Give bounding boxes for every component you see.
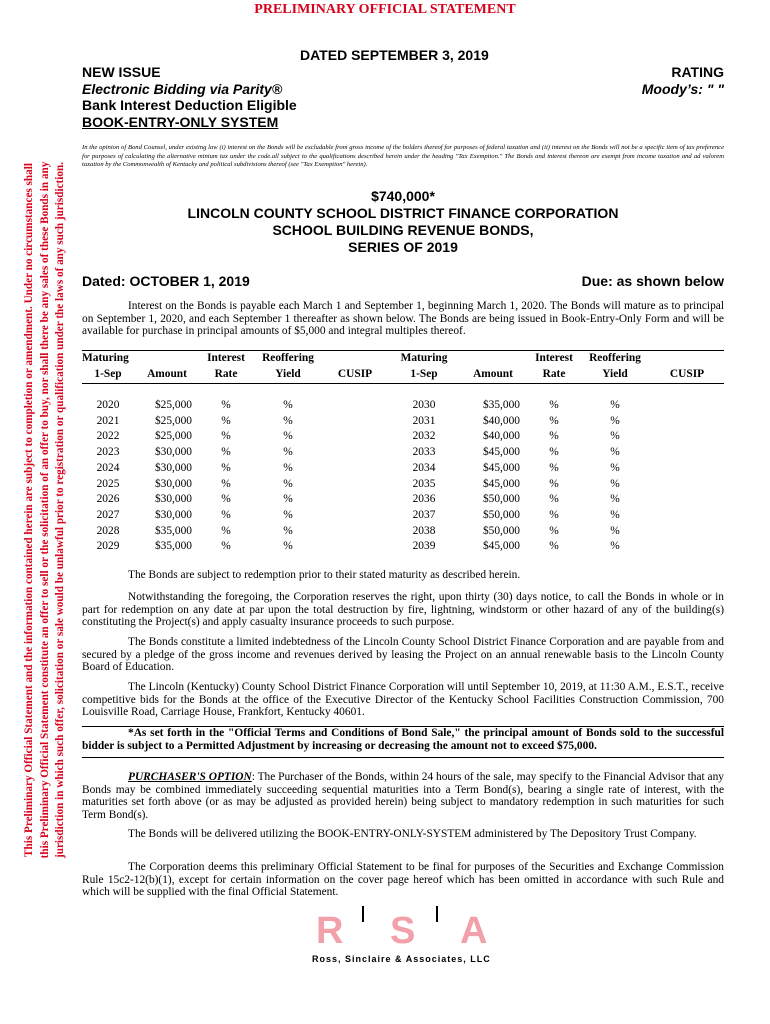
table-cell-year: 2032 — [412, 430, 436, 443]
table-cell-rate: % — [221, 414, 231, 427]
table-cell-yield: % — [610, 399, 620, 411]
table-cell-rate: % — [549, 493, 559, 506]
table-cell-year: 2028 — [96, 524, 120, 537]
due-text: Due: as shown below — [581, 273, 724, 289]
title-issuer: LINCOLN COUNTY SCHOOL DISTRICT FINANCE CORPORATION — [187, 205, 619, 221]
table-cell-rate: % — [221, 399, 231, 411]
table-cell-amount: $25,000 — [154, 399, 192, 411]
table-cell-rate: % — [221, 508, 231, 521]
notwithstanding-text: Notwithstanding the foregoing, the Corporation reserves the right, upon thirty (30) days notice, to call the Bonds in whole or in part for redemption on any date at par upon the total destruction by fire, lightning, windstorm or other hazard of any of the building(s) constituting the Project(s) and apply casualty insurance proceeds to such purpose. — [82, 591, 724, 628]
dated-date: Dated: OCTOBER 1, 2019 — [82, 273, 250, 289]
notwithstanding-paragraph — [82, 591, 724, 629]
logo-company-name: Ross, Sinclaire & Associates, LLC — [312, 954, 491, 964]
purchaser-text: : The Purchaser of the Bonds, within 24 hours of the sale, may specify to the Financial Advisor that any Bonds may be combined immediately succeeding sequential maturities into a Term Bond(s), bearing a single rate of interest, with the maturities set forth above (or as may be adjusted as provided herein) being subject to mandatory redemption in such maturities for such Term Bond(s). — [82, 771, 724, 821]
logo-letter-s: S — [390, 910, 416, 952]
bookentry-paragraph — [82, 828, 724, 841]
redemption-paragraph — [82, 569, 724, 582]
table-cell-yield: % — [283, 399, 293, 411]
table-cell-yield: % — [610, 493, 620, 506]
rule-paragraph — [82, 861, 724, 899]
header-rate-left: Rate — [214, 368, 238, 380]
table-cell-year: 2027 — [96, 508, 120, 521]
logo-divider-2 — [436, 906, 438, 922]
tax-opinion: In the opinion of Bond Counsel, under existing law (i) interest on the Bonds will be excludable from gross income of the holders thereof for purposes of federal taxation and (ii) interest on the Bonds will not be a specific item of tax preference for purposes of calculating the alternative minium tax under the code.all subject to the qualifications described herein under the heading "Tax Exemption." The Bonds and interest thereon are exempt from income taxation and ad valorem taxation by the Commonwealth of Kentucky and political subdivisions thereof (see "Tax Exemption" herein). — [82, 144, 724, 168]
table-header-rule — [82, 383, 724, 384]
table-cell-yield: % — [283, 461, 293, 474]
table-cell-yield: % — [283, 493, 293, 506]
side-notice-line-2: this Preliminary Official Statement constitute an offer to sell or the solicitation of an offer to buy, nor shall there be any sales of these Bonds in any — [38, 161, 51, 859]
book-entry-system: BOOK-ENTRY-ONLY SYSTEM — [82, 113, 279, 130]
side-notice-line-1: This Preliminary Official Statement and the information contained herein are subject to completion or amendment. Under no circumstances shall — [23, 163, 35, 857]
table-cell-amount: $45,000 — [482, 477, 520, 490]
table-cell-year: 2026 — [96, 493, 120, 506]
table-cell-amount: $50,000 — [482, 524, 520, 537]
table-cell-yield: % — [610, 446, 620, 459]
table-cell-amount: $45,000 — [482, 446, 520, 459]
table-cell-amount: $45,000 — [482, 461, 520, 474]
header-interest-right: Interest — [535, 352, 573, 364]
rating-label: RATING — [671, 64, 724, 80]
table-cell-amount: $35,000 — [154, 540, 192, 553]
table-cell-rate: % — [549, 508, 559, 521]
title-amount: $740,000* — [371, 188, 435, 204]
table-cell-yield: % — [283, 430, 293, 443]
table-cell-year: 2025 — [96, 477, 120, 490]
header-maturing-right: Maturing — [400, 352, 448, 364]
table-cell-rate: % — [549, 540, 559, 553]
table-cell-yield: % — [610, 508, 620, 521]
title-bonds: SCHOOL BUILDING REVENUE BONDS, — [272, 222, 534, 238]
table-cell-yield: % — [283, 446, 293, 459]
table-cell-year: 2037 — [412, 508, 436, 521]
table-cell-amount: $30,000 — [154, 477, 192, 490]
table-cell-year: 2021 — [96, 414, 120, 427]
table-cell-year: 2039 — [412, 540, 436, 553]
table-cell-yield: % — [283, 477, 293, 490]
side-notice — [22, 120, 69, 900]
table-cell-year: 2035 — [412, 477, 436, 490]
header-yield-right: Yield — [602, 368, 628, 380]
table-cell-rate: % — [549, 430, 559, 443]
table-cell-yield: % — [283, 508, 293, 521]
dated-line — [82, 273, 724, 289]
header-cusip-right: CUSIP — [669, 368, 705, 380]
logo-divider-1 — [362, 906, 364, 922]
table-cell-amount: $30,000 — [154, 446, 192, 459]
table-cell-yield: % — [610, 477, 620, 490]
adjustment-text: *As set forth in the "Official Terms and Conditions of Bond Sale," the principal amount of Bonds sold to the successful bidder is subject to a Permitted Adjustment by increasing or decreasing the amount not to exceed $75,000. — [82, 727, 724, 752]
table-cell-amount: $45,000 — [482, 540, 520, 553]
table-cell-year: 2036 — [412, 493, 436, 506]
header-reoffering-right: Reoffering — [589, 352, 641, 364]
electronic-bidding: Electronic Bidding via Parity® — [82, 80, 283, 97]
bids-text: The Lincoln (Kentucky) County School District Finance Corporation will until September 10, 2019, at 11:30 A.M., E.S.T., receive competitive bids for the Bonds at the office of the Executive Director of the Kentucky School Facilities Construction Commission, 700 Louisville Road, Carriage House, Frankfort, Kentucky 40601. — [82, 681, 724, 718]
logo-letter-r: R — [316, 910, 344, 952]
header-yield-left: Yield — [275, 368, 301, 380]
table-cell-year: 2033 — [412, 446, 436, 459]
table-cell-rate: % — [549, 399, 559, 411]
table-cell-rate: % — [221, 540, 231, 553]
table-cell-rate: % — [221, 524, 231, 537]
issue-block — [82, 64, 297, 130]
header-cusip-left: CUSIP — [337, 368, 373, 380]
table-cell-rate: % — [221, 430, 231, 443]
logo-letter-a: A — [460, 910, 488, 952]
rule-text: The Corporation deems this preliminary Official Statement to be final for purposes of the Securities and Exchange Commission Rule 15c2-12(b)(1), except for certain information on the cover page hereof which has been omitted in accordance with such Rule and which will be supplied with the final Official Statement. — [82, 861, 724, 898]
table-cell-amount: $25,000 — [154, 430, 192, 443]
dated-header: DATED SEPTEMBER 3, 2019 — [300, 47, 489, 63]
table-cell-amount: $25,000 — [154, 414, 192, 427]
table-cell-year: 2038 — [412, 524, 436, 537]
rating-value: Moody’s: " " — [641, 80, 724, 97]
table-cell-rate: % — [221, 477, 231, 490]
intro-text: Interest on the Bonds is payable each March 1 and September 1, beginning March 1, 2020. The Bonds will mature as to principal on September 1, 2020, and each September 1 thereafter as shown below. The Bonds are being issued in Book-Entry-Only Form and will be available for purchase in principal amounts of $5,000 and integral multiples thereof. — [82, 300, 724, 337]
table-cell-year: 2020 — [96, 399, 120, 411]
table-cell-rate: % — [549, 414, 559, 427]
new-issue: NEW ISSUE — [82, 64, 161, 80]
table-cell-amount: $50,000 — [482, 508, 520, 521]
header-sep-right: 1-Sep — [410, 368, 438, 380]
header-amount-left: Amount — [147, 368, 187, 380]
rating-block — [642, 64, 724, 97]
table-cell-amount: $30,000 — [154, 508, 192, 521]
purchaser-label: PURCHASER'S OPTION — [128, 771, 252, 783]
table-cell-yield: % — [610, 414, 620, 427]
table-cell-yield: % — [283, 524, 293, 537]
table-cell-amount: $40,000 — [482, 414, 520, 427]
logo-letters — [300, 906, 510, 950]
table-cell-year: 2034 — [412, 461, 436, 474]
rsa-logo — [300, 906, 510, 964]
table-cell-yield: % — [283, 540, 293, 553]
header-amount-right: Amount — [473, 368, 513, 380]
table-cell-amount: $35,000 — [482, 399, 520, 411]
table-cell-rate: % — [221, 446, 231, 459]
title-series: SERIES OF 2019 — [348, 239, 458, 255]
table-cell-year: 2031 — [412, 414, 436, 427]
table-cell-rate: % — [549, 461, 559, 474]
table-cell-year: 2022 — [96, 430, 120, 443]
header-reoffering-left: Reoffering — [262, 352, 314, 364]
table-cell-yield: % — [610, 524, 620, 537]
limited-paragraph — [82, 636, 724, 674]
table-cell-yield: % — [283, 414, 293, 427]
intro-paragraph — [82, 300, 724, 338]
adjustment-note — [82, 726, 724, 758]
side-notice-line-3: jurisdiction in which such offer, solicitation or sale would be unlawful prior to registration or qualification under the laws of any such jurisdiction. — [54, 162, 66, 858]
table-cell-amount: $30,000 — [154, 493, 192, 506]
table-cell-yield: % — [610, 461, 620, 474]
header-interest-left: Interest — [207, 352, 245, 364]
bank-interest: Bank Interest Deduction Eligible — [82, 97, 297, 113]
purchaser-paragraph — [82, 771, 724, 821]
preliminary-banner: PRELIMINARY OFFICIAL STATEMENT — [254, 2, 516, 17]
table-cell-year: 2024 — [96, 461, 120, 474]
table-cell-year: 2023 — [96, 446, 120, 459]
table-cell-rate: % — [221, 461, 231, 474]
bond-title — [82, 188, 724, 256]
table-cell-yield: % — [610, 430, 620, 443]
limited-text: The Bonds constitute a limited indebtedness of the Lincoln County School District Finance Corporation and are payable from and secured by a pledge of the gross income and revenues derived by leasing the Project on an annual renewable basis to the Lincoln County Board of Education. — [82, 636, 724, 673]
bookentry-text: The Bonds will be delivered utilizing the BOOK-ENTRY-ONLY-SYSTEM administered by The Depository Trust Company. — [128, 828, 697, 840]
header-sep-left: 1-Sep — [94, 368, 122, 380]
table-cell-amount: $35,000 — [154, 524, 192, 537]
header-maturing-left: Maturing — [82, 352, 129, 364]
table-cell-rate: % — [549, 477, 559, 490]
redemption-text: The Bonds are subject to redemption prior to their stated maturity as described herein. — [128, 569, 521, 581]
table-cell-amount: $40,000 — [482, 430, 520, 443]
table-cell-year: 2029 — [96, 540, 120, 553]
table-cell-rate: % — [549, 446, 559, 459]
table-cell-year: 2030 — [412, 399, 436, 411]
table-cell-amount: $50,000 — [482, 493, 520, 506]
table-cell-rate: % — [221, 493, 231, 506]
table-cell-yield: % — [610, 540, 620, 553]
header-rate-right: Rate — [542, 368, 566, 380]
table-cell-rate: % — [549, 524, 559, 537]
table-cell-amount: $30,000 — [154, 461, 192, 474]
bids-paragraph — [82, 681, 724, 719]
